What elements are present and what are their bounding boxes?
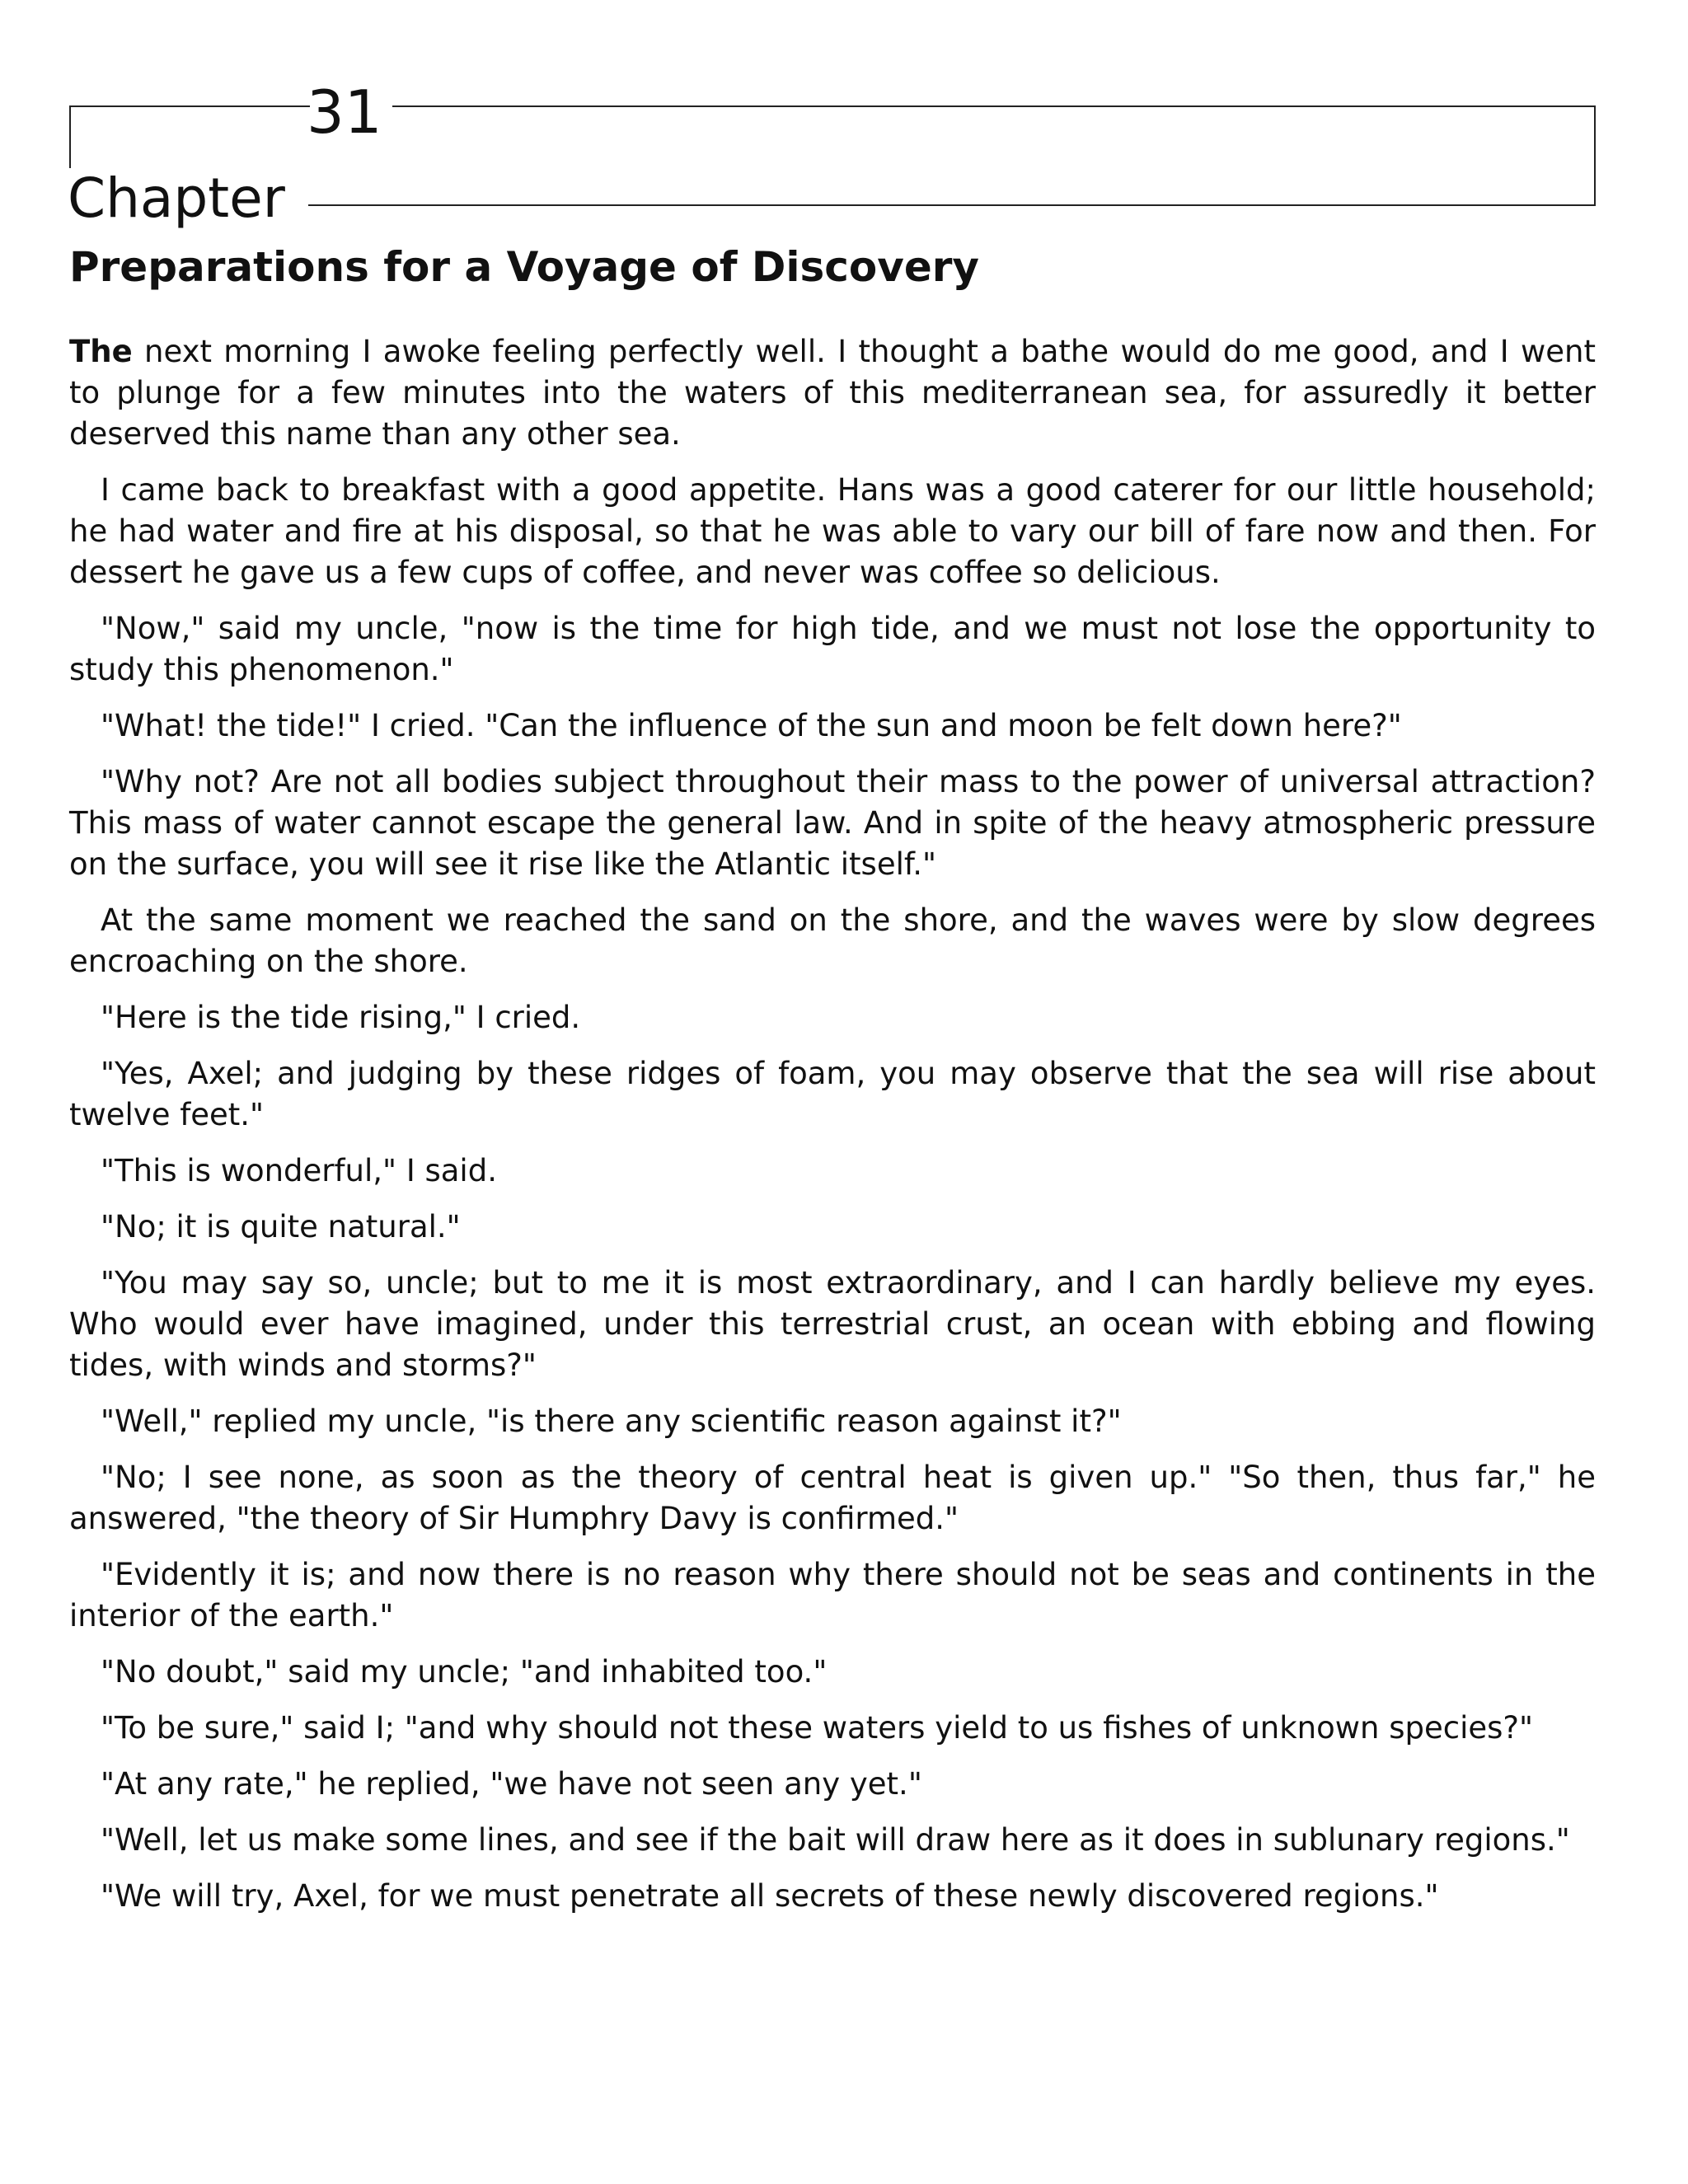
paragraph: "Well, let us make some lines, and see if the bait will draw here as it does in sublunary regions.": [101, 1822, 1570, 1858]
paragraph: "What! the tide!" I cried. "Can the influence of the sun and moon be felt down here?": [101, 708, 1402, 743]
paragraph: At the same moment we reached the sand on the shore, and the waves were by slow degrees encroaching on the shore.: [69, 902, 1596, 979]
frame-right-rule: [1594, 105, 1596, 206]
frame-top-right-rule: [392, 105, 1596, 107]
paragraph: "Why not? Are not all bodies subject throughout their mass to the power of universal attraction? This mass of water cannot escape the general law. And in spite of the heavy atmospheric pressure on the surface, you will see it rise like the Atlantic itself.": [69, 764, 1596, 882]
paragraph: I came back to breakfast with a good appetite. Hans was a good caterer for our little household; he had water and fire at his disposal, so that he was able to vary our bill of fare now and then. For dessert he gave us a few cups of coffee, and never was coffee so delicious.: [69, 472, 1596, 590]
paragraph: "At any rate," he replied, "we have not seen any yet.": [101, 1766, 922, 1802]
paragraph: "No; I see none, as soon as the theory of central heat is given up." "So then, thus far," he answered, "the theory of Sir Humphry Davy is confirmed.": [69, 1460, 1596, 1536]
paragraph: "No; it is quite natural.": [101, 1209, 461, 1244]
paragraph: "We will try, Axel, for we must penetrate all secrets of these newly discovered regions.": [101, 1878, 1439, 1914]
frame-left-rule: [69, 105, 71, 168]
paragraph-text: next morning I awoke feeling perfectly well. I thought a bathe would do me good, and I went to plunge for a few minutes into the waters of this mediterranean sea, for assuredly it better deserved this name than any other sea.: [69, 334, 1596, 452]
chapter-body: [69, 331, 1596, 1932]
chapter-title: Preparations for a Voyage of Discovery: [69, 243, 980, 291]
chapter-heading-frame: [69, 105, 1596, 206]
paragraph: "Well," replied my uncle, "is there any scientific reason against it?": [101, 1404, 1122, 1439]
paragraph: "To be sure," said I; "and why should not these waters yield to us fishes of unknown species?": [101, 1710, 1534, 1746]
chapter-label: Chapter: [68, 166, 285, 230]
lead-word: The: [69, 334, 133, 369]
paragraph: "You may say so, uncle; but to me it is most extraordinary, and I can hardly believe my eyes. Who would ever have imagined, under this terrestrial crust, an ocean with ebbing and flowing tides, with winds and storms?": [69, 1265, 1596, 1383]
paragraph: "Here is the tide rising," I cried.: [101, 1000, 581, 1035]
paragraph: [69, 331, 1596, 455]
paragraph: "Evidently it is; and now there is no reason why there should not be seas and continents in the interior of the earth.": [69, 1557, 1596, 1633]
paragraph: "Yes, Axel; and judging by these ridges of foam, you may observe that the sea will rise about twelve feet.": [69, 1056, 1596, 1132]
paragraph: "No doubt," said my uncle; "and inhabited too.": [101, 1654, 828, 1690]
frame-bottom-rule: [308, 204, 1596, 206]
paragraph: "Now," said my uncle, "now is the time for high tide, and we must not lose the opportunity to study this phenomenon.": [69, 611, 1596, 687]
chapter-number: 31: [307, 77, 382, 147]
paragraph: "This is wonderful," I said.: [101, 1153, 497, 1188]
frame-top-left-rule: [69, 105, 310, 107]
